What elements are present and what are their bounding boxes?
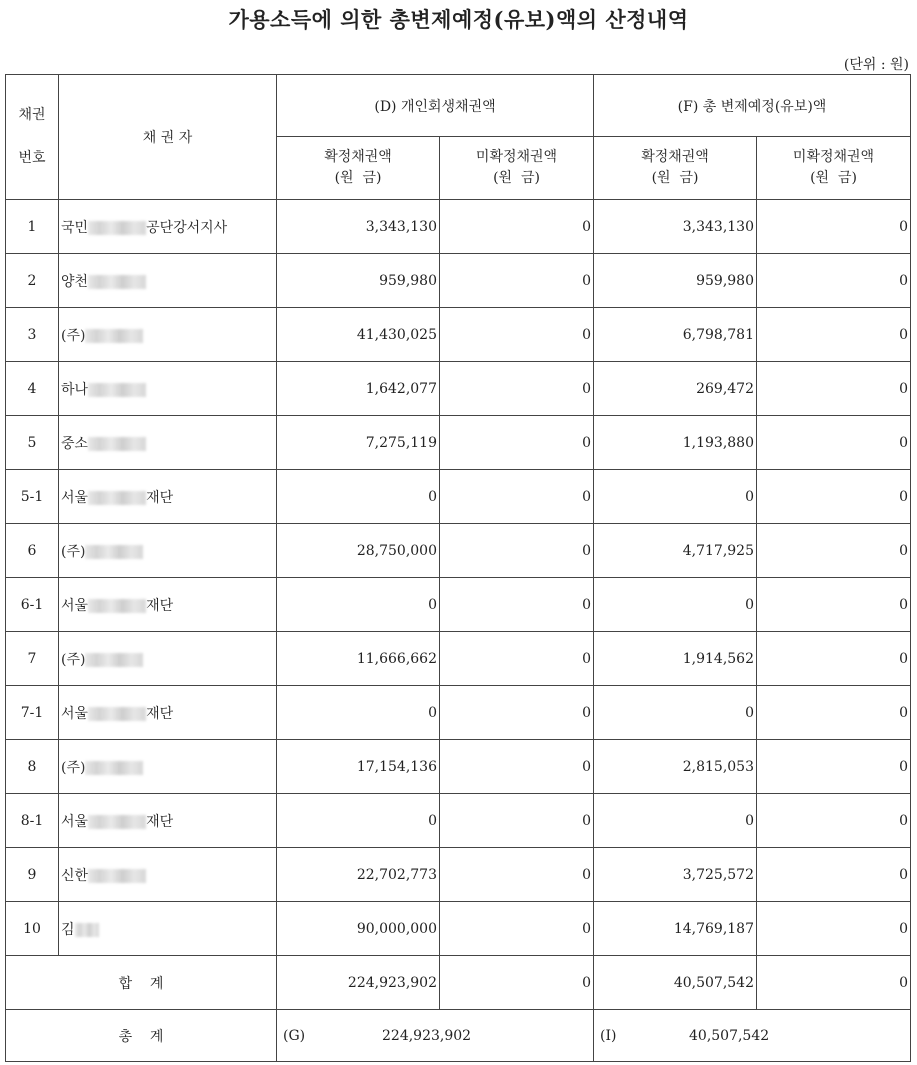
d-unconfirmed-amount: 0 — [440, 578, 594, 632]
total-row — [6, 1010, 911, 1062]
creditor-prefix: 양천 — [61, 273, 89, 290]
row-number: 5 — [6, 416, 59, 470]
unit-note: (단위 : 원) — [843, 57, 909, 73]
table-row — [6, 200, 911, 254]
d-unconfirmed-amount: 0 — [440, 794, 594, 848]
redacted-name-mask — [88, 707, 146, 721]
table-row — [6, 362, 911, 416]
creditor-prefix: (주) — [61, 651, 86, 668]
redacted-name-mask — [88, 815, 146, 829]
row-number: 6 — [6, 524, 59, 578]
f-unconfirmed-amount: 0 — [757, 740, 911, 794]
total-g-cell — [277, 1010, 594, 1062]
total-i-cell — [594, 1010, 911, 1062]
f-unconfirmed-amount: 0 — [757, 308, 911, 362]
creditor-prefix: 서울 — [61, 813, 89, 830]
redacted-name-mask — [88, 275, 146, 289]
f-unconfirmed-amount: 0 — [757, 470, 911, 524]
f-confirmed-amount: 0 — [594, 578, 757, 632]
creditor-suffix: 재단 — [146, 813, 174, 830]
redacted-name-mask — [88, 599, 146, 613]
d-confirmed-amount: 11,666,662 — [277, 632, 440, 686]
d-confirmed-amount: 90,000,000 — [277, 902, 440, 956]
d-unconfirmed-amount: 0 — [440, 308, 594, 362]
f-unconfirmed-amount: 0 — [757, 578, 911, 632]
document-title: 가용소득에 의한 총변제예정(유보)액의 산정내역 — [228, 7, 689, 32]
row-number: 6-1 — [6, 578, 59, 632]
d-confirmed-amount: 17,154,136 — [277, 740, 440, 794]
d-unconfirmed-amount: 0 — [440, 362, 594, 416]
col-header-creditor: 채 권 자 — [59, 75, 277, 200]
table-row — [6, 686, 911, 740]
table-row — [6, 308, 911, 362]
table-row — [6, 524, 911, 578]
d-confirmed-amount: 0 — [277, 578, 440, 632]
d-unconfirmed-amount: 0 — [440, 416, 594, 470]
header-row-top — [6, 75, 911, 137]
f-unconfirmed-amount: 0 — [757, 794, 911, 848]
d-unconfirmed-amount: 0 — [440, 848, 594, 902]
f-unconfirmed-label: 미확정채권액 — [792, 149, 875, 165]
creditor-suffix: 재단 — [146, 489, 174, 506]
f-confirmed-amount: 269,472 — [594, 362, 757, 416]
f-unconfirmed-amount: 0 — [757, 200, 911, 254]
d-confirmed-amount: 959,980 — [277, 254, 440, 308]
row-number: 3 — [6, 308, 59, 362]
creditor-name — [59, 470, 277, 524]
redacted-name-mask — [88, 491, 146, 505]
col-header-no-bottom: 번호 — [18, 150, 46, 166]
d-confirmed-amount: 3,343,130 — [277, 200, 440, 254]
d-unconfirmed-amount: 0 — [440, 524, 594, 578]
f-confirmed-amount: 0 — [594, 470, 757, 524]
redacted-name-mask — [85, 653, 143, 667]
repayment-table — [5, 74, 911, 1062]
total-g-value: 224,923,902 — [382, 1027, 472, 1044]
creditor-name — [59, 308, 277, 362]
creditor-suffix: 재단 — [146, 705, 174, 722]
creditor-prefix: 국민 — [61, 219, 89, 236]
total-g-mark: (G) — [283, 1027, 306, 1044]
d-unconfirmed-amount: 0 — [440, 254, 594, 308]
table-row — [6, 578, 911, 632]
col-header-f-unconfirmed — [757, 137, 911, 200]
creditor-name — [59, 200, 277, 254]
f-confirmed-amount: 0 — [594, 794, 757, 848]
total-i-value: 40,507,542 — [689, 1027, 770, 1044]
redacted-name-mask — [75, 923, 99, 937]
f-confirmed-amount: 14,769,187 — [594, 902, 757, 956]
row-number: 8-1 — [6, 794, 59, 848]
creditor-name — [59, 848, 277, 902]
creditor-prefix: 서울 — [61, 597, 89, 614]
f-confirmed-label: 확정채권액 — [641, 149, 709, 165]
creditor-prefix: (주) — [61, 543, 86, 560]
d-confirmed-amount: 22,702,773 — [277, 848, 440, 902]
f-confirmed-amount: 1,914,562 — [594, 632, 757, 686]
total-label: 총 계 — [6, 1010, 277, 1062]
col-header-group-d: (D) 개인회생채권액 — [277, 75, 594, 137]
redacted-name-mask — [88, 869, 146, 883]
d-confirmed-label: 확정채권액 — [324, 149, 392, 165]
f-confirmed-amount: 2,815,053 — [594, 740, 757, 794]
creditor-prefix: 하나 — [61, 381, 89, 398]
row-number: 9 — [6, 848, 59, 902]
creditor-name — [59, 902, 277, 956]
f-confirmed-amount: 959,980 — [594, 254, 757, 308]
row-number: 10 — [6, 902, 59, 956]
f-unconfirmed-amount: 0 — [757, 632, 911, 686]
redacted-name-mask — [85, 761, 143, 775]
redacted-name-mask — [88, 437, 146, 451]
row-number: 7 — [6, 632, 59, 686]
d-unconfirmed-amount: 0 — [440, 632, 594, 686]
creditor-suffix: 재단 — [146, 597, 174, 614]
col-header-d-unconfirmed — [440, 137, 594, 200]
d-unconfirmed-amount: 0 — [440, 740, 594, 794]
row-number: 2 — [6, 254, 59, 308]
total-i-mark: (I) — [600, 1027, 617, 1044]
table-row — [6, 254, 911, 308]
f-confirmed-amount: 3,343,130 — [594, 200, 757, 254]
d-confirmed-amount: 28,750,000 — [277, 524, 440, 578]
f-confirmed-amount: 0 — [594, 686, 757, 740]
d-unconfirmed-amount: 0 — [440, 470, 594, 524]
row-number: 5-1 — [6, 470, 59, 524]
table-row — [6, 848, 911, 902]
creditor-name — [59, 686, 277, 740]
d-unconfirmed-principal: (원 금) — [493, 170, 540, 186]
creditor-name — [59, 254, 277, 308]
redacted-name-mask — [88, 383, 146, 397]
table-row — [6, 470, 911, 524]
d-confirmed-amount: 0 — [277, 686, 440, 740]
creditor-prefix: 중소 — [61, 435, 89, 452]
f-unconfirmed-amount: 0 — [757, 362, 911, 416]
creditor-name — [59, 740, 277, 794]
table-row — [6, 794, 911, 848]
f-confirmed-amount: 4,717,925 — [594, 524, 757, 578]
col-header-no-top: 채권 — [18, 107, 46, 123]
creditor-prefix: 서울 — [61, 705, 89, 722]
row-number: 4 — [6, 362, 59, 416]
col-header-d-confirmed — [277, 137, 440, 200]
f-unconfirmed-principal: (원 금) — [810, 170, 857, 186]
sum-label: 합 계 — [6, 956, 277, 1010]
creditor-prefix: (주) — [61, 759, 86, 776]
sum-f-unconfirmed: 0 — [757, 956, 911, 1010]
f-confirmed-amount: 6,798,781 — [594, 308, 757, 362]
row-number: 1 — [6, 200, 59, 254]
d-confirmed-amount: 0 — [277, 794, 440, 848]
d-confirmed-amount: 1,642,077 — [277, 362, 440, 416]
d-confirmed-amount: 0 — [277, 470, 440, 524]
row-number: 8 — [6, 740, 59, 794]
sum-d-unconfirmed: 0 — [440, 956, 594, 1010]
f-confirmed-amount: 1,193,880 — [594, 416, 757, 470]
redacted-name-mask — [85, 329, 143, 343]
creditor-name — [59, 362, 277, 416]
creditor-suffix: 공단강서지사 — [146, 219, 228, 236]
creditor-prefix: 김 — [61, 921, 75, 938]
sum-row — [6, 956, 911, 1010]
creditor-name — [59, 632, 277, 686]
f-unconfirmed-amount: 0 — [757, 848, 911, 902]
f-unconfirmed-amount: 0 — [757, 686, 911, 740]
creditor-name — [59, 578, 277, 632]
table-row — [6, 416, 911, 470]
f-confirmed-principal: (원 금) — [651, 170, 699, 186]
f-confirmed-amount: 3,725,572 — [594, 848, 757, 902]
d-unconfirmed-label: 미확정채권액 — [475, 149, 558, 165]
redacted-name-mask — [85, 545, 143, 559]
table-row — [6, 740, 911, 794]
d-confirmed-principal: (원 금) — [334, 170, 382, 186]
creditor-prefix: 신한 — [61, 867, 89, 884]
redacted-name-mask — [88, 221, 146, 235]
table-row — [6, 632, 911, 686]
creditor-name — [59, 524, 277, 578]
creditor-prefix: 서울 — [61, 489, 89, 506]
d-confirmed-amount: 41,430,025 — [277, 308, 440, 362]
f-unconfirmed-amount: 0 — [757, 902, 911, 956]
sum-d-confirmed: 224,923,902 — [277, 956, 440, 1010]
d-unconfirmed-amount: 0 — [440, 902, 594, 956]
creditor-prefix: (주) — [61, 327, 86, 344]
table-row — [6, 902, 911, 956]
col-header-group-f: (F) 총 변제예정(유보)액 — [594, 75, 911, 137]
creditor-name — [59, 416, 277, 470]
d-confirmed-amount: 7,275,119 — [277, 416, 440, 470]
row-number: 7-1 — [6, 686, 59, 740]
f-unconfirmed-amount: 0 — [757, 254, 911, 308]
table-body — [6, 75, 911, 1062]
f-unconfirmed-amount: 0 — [757, 524, 911, 578]
creditor-name — [59, 794, 277, 848]
d-unconfirmed-amount: 0 — [440, 686, 594, 740]
d-unconfirmed-amount: 0 — [440, 200, 594, 254]
f-unconfirmed-amount: 0 — [757, 416, 911, 470]
col-header-f-confirmed — [594, 137, 757, 200]
col-header-no — [6, 75, 59, 200]
sum-f-confirmed: 40,507,542 — [594, 956, 757, 1010]
